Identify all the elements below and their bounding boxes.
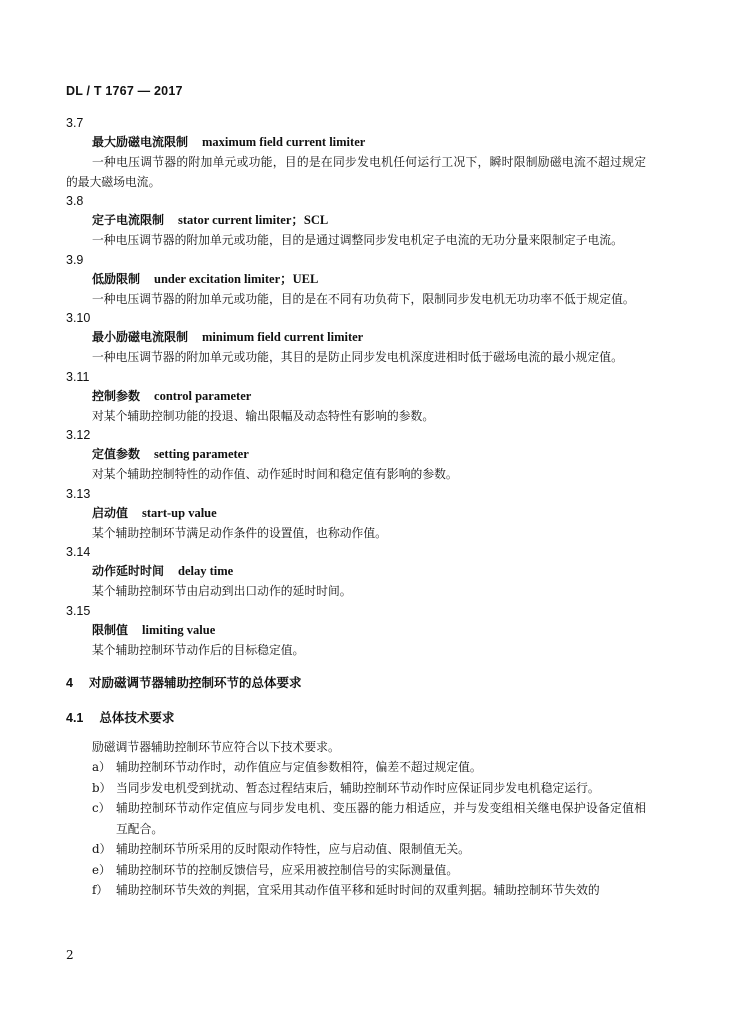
term-definition: 一种电压调节器的附加单元或功能，目的是通过调整同步发电机定子电流的无功分量来限制定子电流。	[92, 233, 623, 247]
term-heading	[66, 328, 646, 348]
item-text: 辅助控制环节失效的判据，宜采用其动作值平移和延时时间的双重判据。辅助控制环节失效的	[116, 883, 600, 897]
section-4-1-title: 总体技术要求	[99, 711, 175, 725]
item-text: 辅助控制环节动作定值应与同步发电机、变压器的能力相适应，并与发变组相关继电保护设备定值相互配合。	[116, 801, 646, 836]
section-4-heading	[66, 673, 646, 693]
term-number: 3.10	[66, 311, 91, 325]
term-heading	[66, 211, 646, 231]
page-number: 2	[66, 948, 74, 962]
doc-code-header: DL / T 1767 — 2017	[66, 84, 183, 98]
term-chinese: 低励限制	[92, 271, 141, 286]
item-label: a）	[92, 760, 111, 774]
item-label: b）	[92, 780, 112, 795]
requirement-item	[66, 880, 646, 901]
term-chinese: 定值参数	[92, 447, 141, 461]
section-4-1-heading	[66, 708, 646, 728]
term-english: control parameter	[154, 388, 252, 403]
term-definition: 某个辅助控制环节动作后的目标稳定值。	[92, 642, 305, 657]
term-heading	[66, 621, 646, 641]
page-content	[66, 114, 646, 901]
section-4-number: 4	[66, 676, 73, 690]
term-english: start-up value	[142, 505, 217, 520]
requirement-item	[66, 839, 646, 860]
item-text: 辅助控制环节的控制反馈信号，应采用被控制信号的实际测量值。	[116, 862, 459, 877]
term-english: minimum field current limiter	[202, 330, 364, 344]
item-label: d）	[92, 842, 112, 856]
item-label: e）	[92, 862, 111, 877]
requirement-item	[66, 778, 646, 799]
term-heading	[66, 387, 646, 407]
term-number: 3.15	[66, 603, 91, 618]
term-number: 3.13	[66, 486, 91, 501]
term-heading	[66, 562, 646, 582]
term-heading	[66, 504, 646, 524]
term-chinese: 动作延时时间	[92, 564, 165, 578]
requirements-list	[66, 757, 646, 901]
term-number: 3.12	[66, 428, 91, 442]
term-definition: 一种电压调节器的附加单元或功能，其目的是防止同步发电机深度进相时低于磁场电流的最小规定值。	[92, 350, 623, 364]
term-english: maximum field current limiter	[202, 135, 366, 149]
term-english: stator current limiter；SCL	[178, 213, 329, 227]
term-definition: 对某个辅助控制功能的投退、输出限幅及动态特性有影响的参数。	[92, 408, 435, 423]
term-english: setting parameter	[154, 447, 249, 461]
term-heading	[66, 445, 646, 465]
term-english: delay time	[178, 564, 234, 578]
term-definition: 一种电压调节器的附加单元或功能，目的是在同步发电机任何运行工况下，瞬时限制励磁电流不超过规定的最大磁场电流。	[66, 155, 646, 189]
term-definition: 某个辅助控制环节由启动到出口动作的延时时间。	[92, 584, 352, 598]
term-heading	[66, 270, 646, 290]
term-number: 3.14	[66, 545, 91, 559]
item-text: 辅助控制环节所采用的反时限动作特性，应与启动值、限制值无关。	[116, 842, 470, 856]
term-chinese: 最小励磁电流限制	[92, 330, 189, 344]
term-number: 3.7	[66, 116, 84, 130]
requirement-item	[66, 757, 646, 778]
term-chinese: 启动值	[92, 505, 129, 520]
section-4-1-intro: 励磁调节器辅助控制环节应符合以下技术要求。	[92, 740, 340, 754]
section-4-title: 对励磁调节器辅助控制环节的总体要求	[88, 676, 302, 690]
term-heading	[66, 133, 646, 153]
item-text: 辅助控制环节动作时，动作值应与定值参数相符，偏差不超过规定值。	[116, 760, 482, 774]
item-text: 当同步发电机受到扰动、暂态过程结束后，辅助控制环节动作时应保证同步发电机稳定运行。	[116, 780, 600, 795]
term-definition: 某个辅助控制环节满足动作条件的设置值，也称动作值。	[92, 525, 387, 540]
term-definition: 对某个辅助控制特性的动作值、动作延时时间和稳定值有影响的参数。	[92, 467, 458, 481]
term-definition: 一种电压调节器的附加单元或功能，目的是在不同有功负荷下，限制同步发电机无功功率不低于规定值。	[92, 291, 635, 306]
term-english: under excitation limiter；UEL	[154, 271, 319, 286]
requirement-item	[66, 798, 646, 839]
term-chinese: 控制参数	[92, 388, 141, 403]
term-chinese: 限制值	[92, 622, 129, 637]
term-english: limiting value	[142, 622, 216, 637]
term-chinese: 定子电流限制	[92, 213, 165, 227]
item-label: c）	[92, 801, 111, 815]
term-chinese: 最大励磁电流限制	[92, 135, 189, 149]
term-number: 3.9	[66, 252, 84, 267]
requirement-item	[66, 860, 646, 881]
item-label: f）	[92, 883, 109, 897]
term-number: 3.11	[66, 369, 90, 384]
terms-list	[66, 114, 646, 660]
section-4-1-number: 4.1	[66, 711, 84, 725]
term-number: 3.8	[66, 194, 84, 208]
